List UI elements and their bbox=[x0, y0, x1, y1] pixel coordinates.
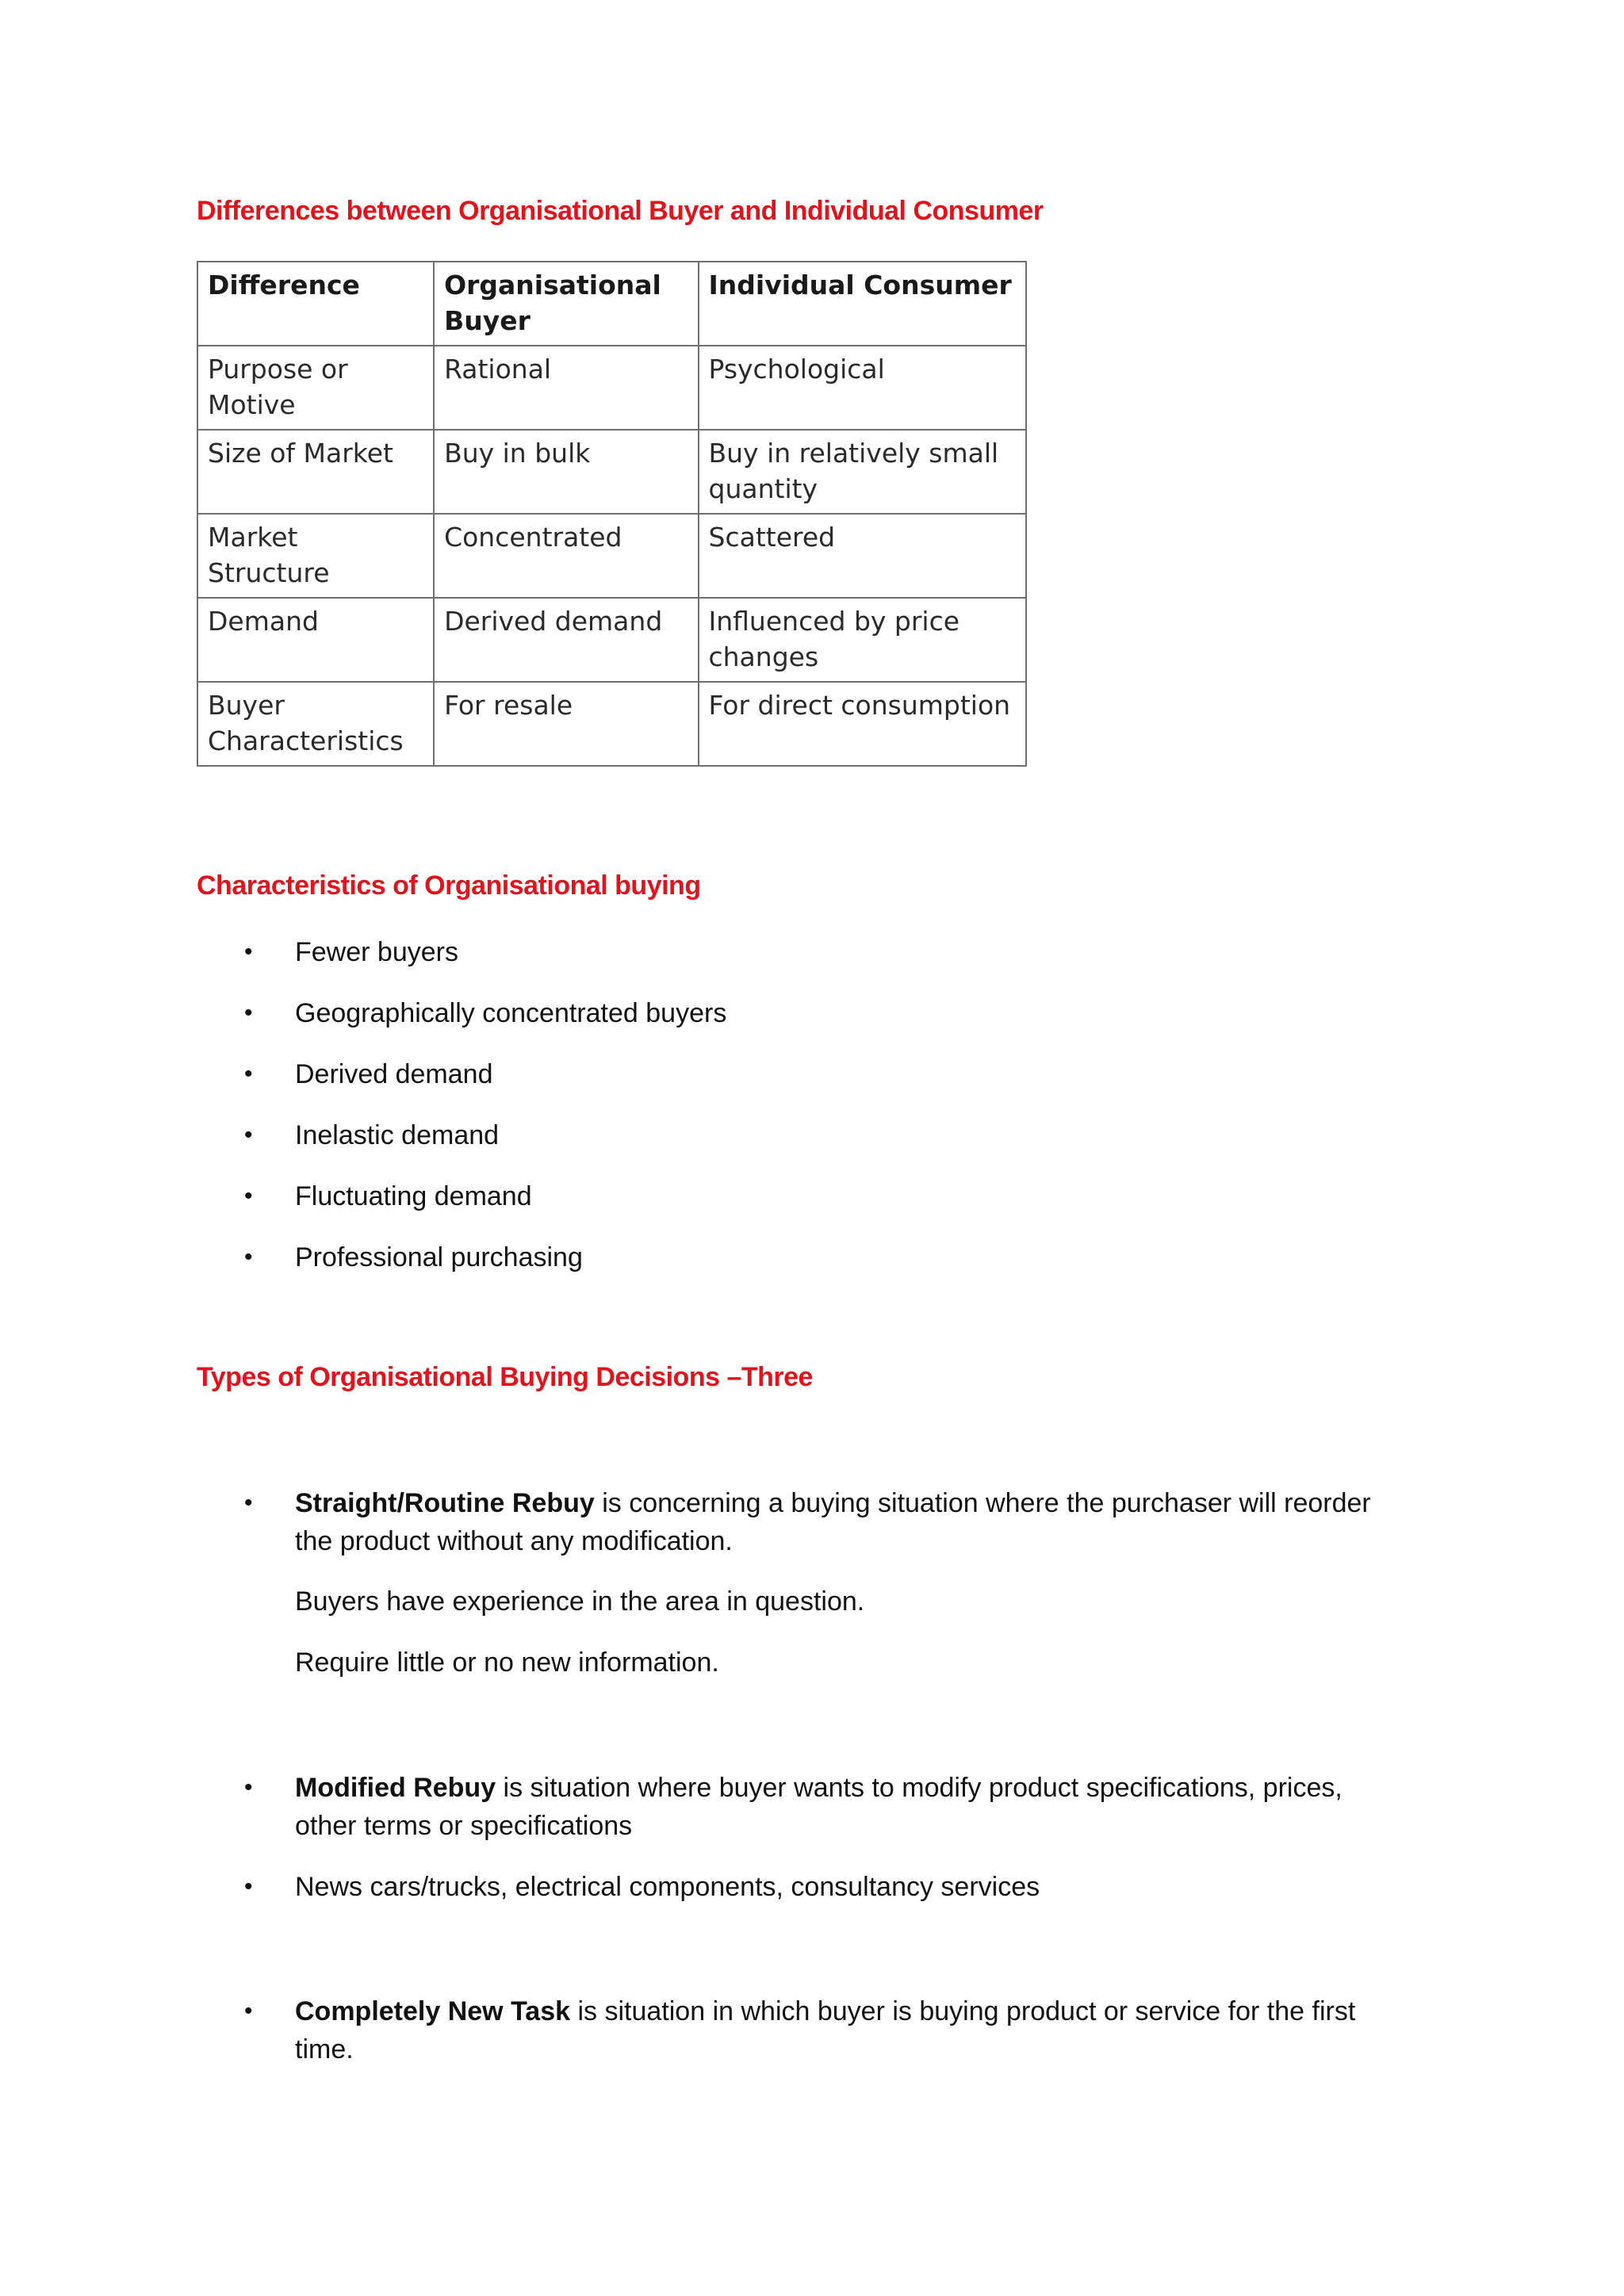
table-cell: Demand bbox=[197, 598, 434, 682]
table-header-cell: Difference bbox=[197, 262, 434, 346]
table-cell: Influenced by price changes bbox=[699, 598, 1027, 682]
table-cell: Buy in relatively small quantity bbox=[699, 430, 1027, 514]
table-cell: Psychological bbox=[699, 346, 1027, 430]
bullet-icon: • bbox=[244, 1873, 253, 1900]
table-header-cell: Organisational Buyer bbox=[434, 262, 698, 346]
list-item-text: Fluctuating demand bbox=[295, 1181, 532, 1211]
list-item-text: Inelastic demand bbox=[295, 1120, 500, 1150]
table-row bbox=[197, 682, 1026, 766]
paragraph: Buyers have experience in the area in question. bbox=[295, 1586, 865, 1617]
term-straight-rebuy: Straight/Routine Rebuy bbox=[295, 1488, 595, 1518]
bullet-icon: • bbox=[244, 1774, 253, 1800]
list-item-text bbox=[295, 1769, 1405, 1845]
paragraph: Require little or no new information. bbox=[295, 1647, 719, 1678]
term-new-task: Completely New Task bbox=[295, 1996, 571, 2026]
table-row bbox=[197, 346, 1026, 430]
section-heading-differences: Differences between Organisational Buyer and Individual Consumer bbox=[197, 196, 1044, 226]
bullet-icon: • bbox=[244, 1122, 253, 1148]
list-item-text bbox=[295, 1992, 1405, 2068]
table-cell: For resale bbox=[434, 682, 698, 766]
term-modified-rebuy: Modified Rebuy bbox=[295, 1773, 496, 1803]
table-row bbox=[197, 430, 1026, 514]
table-cell: Concentrated bbox=[434, 514, 698, 598]
table-header-row bbox=[197, 262, 1026, 346]
description-modified-rebuy: is situation where buyer wants to modify product specifications, prices, other terms or specifications bbox=[295, 1773, 1342, 1841]
list-item-text: Derived demand bbox=[295, 1059, 493, 1089]
table-cell: Buyer Characteristics bbox=[197, 682, 434, 766]
list-item-text: Fewer buyers bbox=[295, 937, 458, 967]
bullet-icon: • bbox=[244, 1490, 253, 1516]
description-new-task: is situation in which buyer is buying product or service for the first time. bbox=[295, 1996, 1356, 2064]
section-heading-characteristics: Characteristics of Organisational buying bbox=[197, 871, 701, 901]
list-item-text: Geographically concentrated buyers bbox=[295, 998, 727, 1028]
table-cell: Buy in bulk bbox=[434, 430, 698, 514]
table-cell: Market Structure bbox=[197, 514, 434, 598]
table-cell: For direct consumption bbox=[699, 682, 1027, 766]
table-cell: Derived demand bbox=[434, 598, 698, 682]
list-item-text: News cars/trucks, electrical components, consultancy services bbox=[295, 1872, 1040, 1902]
differences-table bbox=[197, 261, 1027, 767]
table-cell: Purpose or Motive bbox=[197, 346, 434, 430]
bullet-icon: • bbox=[244, 1998, 253, 2024]
table-row bbox=[197, 514, 1026, 598]
table-cell: Rational bbox=[434, 346, 698, 430]
table-row bbox=[197, 598, 1026, 682]
bullet-icon: • bbox=[244, 1061, 253, 1087]
list-item-text: Professional purchasing bbox=[295, 1242, 583, 1272]
bullet-icon: • bbox=[244, 1244, 253, 1270]
section-heading-buying-decisions: Types of Organisational Buying Decisions –Three bbox=[197, 1362, 813, 1392]
description-straight-rebuy: is concerning a buying situation where the purchaser will reorder the product without any modification. bbox=[295, 1488, 1371, 1556]
table-cell: Scattered bbox=[699, 514, 1027, 598]
bullet-icon: • bbox=[244, 1000, 253, 1026]
list-item-text bbox=[295, 1484, 1405, 1560]
table-header-cell: Individual Consumer bbox=[699, 262, 1027, 346]
bullet-icon: • bbox=[244, 939, 253, 965]
table-cell: Size of Market bbox=[197, 430, 434, 514]
bullet-icon: • bbox=[244, 1183, 253, 1209]
